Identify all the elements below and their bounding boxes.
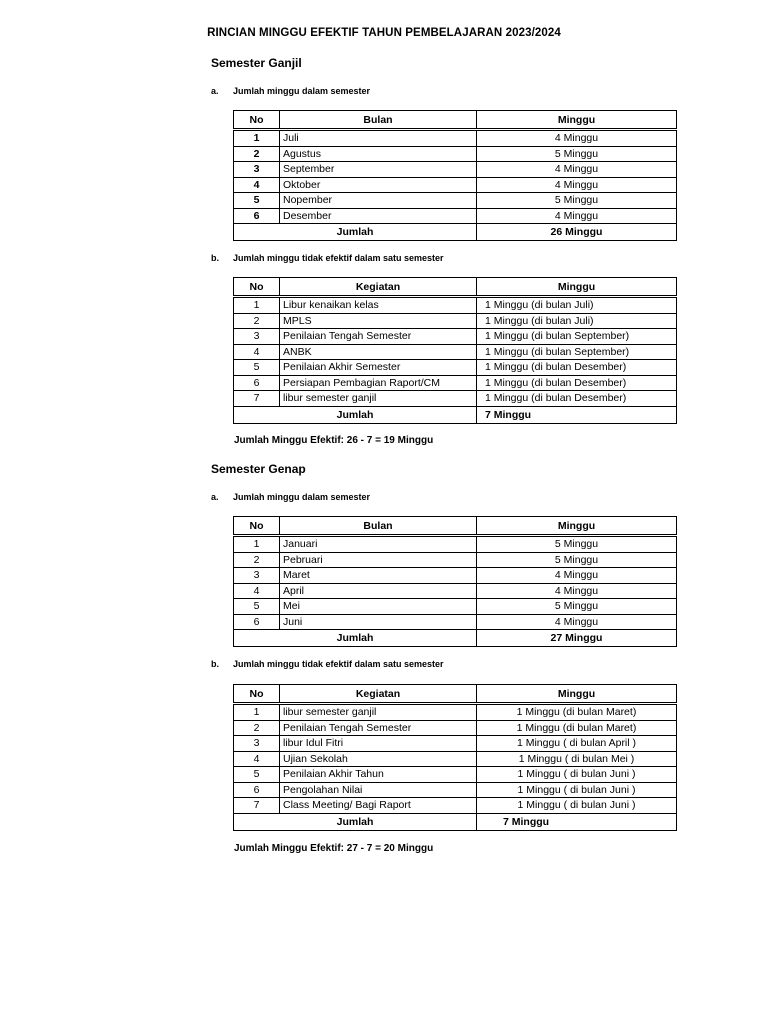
row-kegiatan: Penilaian Tengah Semester	[280, 329, 477, 345]
row-minggu: 4 Minggu	[477, 177, 677, 193]
total-value: 7 Minggu	[477, 406, 677, 423]
row-no: 1	[234, 704, 280, 721]
row-minggu: 1 Minggu (di bulan September)	[477, 329, 677, 345]
table-row	[234, 736, 677, 752]
header-bulan: Bulan	[280, 517, 477, 536]
row-minggu: 1 Minggu (di bulan Maret)	[477, 704, 677, 721]
row-kegiatan: Class Meeting/ Bagi Raport	[280, 798, 477, 814]
row-kegiatan: Penilaian Akhir Semester	[280, 360, 477, 376]
row-no: 4	[234, 583, 280, 599]
total-value: 26 Minggu	[477, 224, 677, 241]
row-no: 7	[234, 798, 280, 814]
row-no: 1	[234, 536, 280, 553]
table-row	[234, 329, 677, 345]
row-no: 6	[234, 208, 280, 224]
row-no: 2	[234, 720, 280, 736]
row-no: 5	[234, 193, 280, 209]
row-minggu: 1 Minggu (di bulan Desember)	[477, 360, 677, 376]
header-no: No	[234, 685, 280, 704]
total-row	[234, 406, 677, 423]
document-title: RINCIAN MINGGU EFEKTIF TAHUN PEMBELAJARAN 2023/2024	[207, 27, 561, 39]
table-row	[234, 798, 677, 814]
row-minggu: 5 Minggu	[477, 193, 677, 209]
row-bulan: Desember	[280, 208, 477, 224]
table-header-row	[234, 517, 677, 536]
section-a-text: Jumlah minggu dalam semester	[233, 492, 371, 502]
ganjil-weeks-table	[233, 110, 677, 241]
semester-genap-heading: Semester Genap	[211, 462, 306, 476]
row-minggu: 5 Minggu	[477, 536, 677, 553]
row-bulan: Agustus	[280, 146, 477, 162]
genap-effective-weeks: Jumlah Minggu Efektif: 27 - 7 = 20 Minggu	[234, 843, 434, 854]
table-row	[234, 313, 677, 329]
row-minggu: 1 Minggu ( di bulan Juni )	[477, 767, 677, 783]
row-no: 4	[234, 177, 280, 193]
genap-section-a	[211, 492, 370, 502]
row-kegiatan: libur semester ganjil	[280, 391, 477, 407]
row-no: 2	[234, 146, 280, 162]
table-row	[234, 552, 677, 568]
row-kegiatan: ANBK	[280, 344, 477, 360]
table-header-row	[234, 278, 677, 297]
total-row	[234, 224, 677, 241]
row-no: 3	[234, 329, 280, 345]
row-bulan: Oktober	[280, 177, 477, 193]
table-row	[234, 360, 677, 376]
row-no: 5	[234, 599, 280, 615]
row-minggu: 1 Minggu ( di bulan Juni )	[477, 798, 677, 814]
row-minggu: 4 Minggu	[477, 130, 677, 147]
row-minggu: 5 Minggu	[477, 146, 677, 162]
table-row	[234, 162, 677, 178]
row-no: 1	[234, 297, 280, 314]
section-b-label: b.	[211, 253, 219, 263]
table-row	[234, 751, 677, 767]
row-bulan: Juli	[280, 130, 477, 147]
row-minggu: 1 Minggu (di bulan Desember)	[477, 375, 677, 391]
header-minggu: Minggu	[477, 278, 677, 297]
section-b-text: Jumlah minggu tidak efektif dalam satu semester	[233, 253, 444, 263]
row-minggu: 4 Minggu	[477, 583, 677, 599]
section-b-text: Jumlah minggu tidak efektif dalam satu semester	[233, 659, 444, 669]
row-bulan: Mei	[280, 599, 477, 615]
table-row	[234, 297, 677, 314]
row-kegiatan: libur Idul Fitri	[280, 736, 477, 752]
row-kegiatan: libur semester ganjil	[280, 704, 477, 721]
genap-section-b	[211, 659, 444, 669]
table-row	[234, 146, 677, 162]
table-row	[234, 782, 677, 798]
section-a-text: Jumlah minggu dalam semester	[233, 86, 371, 96]
row-minggu: 1 Minggu ( di bulan April )	[477, 736, 677, 752]
genap-noneffective-table	[233, 684, 677, 831]
table-row	[234, 720, 677, 736]
row-no: 2	[234, 552, 280, 568]
row-bulan: Januari	[280, 536, 477, 553]
row-minggu: 4 Minggu	[477, 208, 677, 224]
ganjil-section-a	[211, 86, 370, 96]
header-no: No	[234, 278, 280, 297]
row-kegiatan: Libur kenaikan kelas	[280, 297, 477, 314]
row-kegiatan: Persiapan Pembagian Raport/CM	[280, 375, 477, 391]
header-kegiatan: Kegiatan	[280, 685, 477, 704]
row-no: 7	[234, 391, 280, 407]
row-no: 6	[234, 782, 280, 798]
section-a-label: a.	[211, 86, 219, 96]
row-minggu: 1 Minggu (di bulan Desember)	[477, 391, 677, 407]
header-no: No	[234, 517, 280, 536]
table-row	[234, 704, 677, 721]
table-row	[234, 130, 677, 147]
row-no: 5	[234, 360, 280, 376]
total-row	[234, 630, 677, 647]
table-row	[234, 193, 677, 209]
total-value: 27 Minggu	[477, 630, 677, 647]
row-minggu: 5 Minggu	[477, 552, 677, 568]
row-minggu: 1 Minggu (di bulan Juli)	[477, 297, 677, 314]
row-bulan: Nopember	[280, 193, 477, 209]
row-kegiatan: Ujian Sekolah	[280, 751, 477, 767]
header-no: No	[234, 111, 280, 130]
row-no: 6	[234, 375, 280, 391]
row-minggu: 1 Minggu ( di bulan Juni )	[477, 782, 677, 798]
row-no: 6	[234, 614, 280, 630]
total-label: Jumlah	[234, 813, 477, 830]
row-bulan: April	[280, 583, 477, 599]
ganjil-effective-weeks: Jumlah Minggu Efektif: 26 - 7 = 19 Minggu	[234, 435, 434, 446]
section-a-label: a.	[211, 492, 219, 502]
table-row	[234, 391, 677, 407]
table-header-row	[234, 685, 677, 704]
table-row	[234, 375, 677, 391]
ganjil-section-b	[211, 253, 444, 263]
row-no: 3	[234, 736, 280, 752]
table-row	[234, 568, 677, 584]
row-minggu: 4 Minggu	[477, 162, 677, 178]
row-no: 3	[234, 162, 280, 178]
header-minggu: Minggu	[477, 517, 677, 536]
row-no: 1	[234, 130, 280, 147]
row-no: 3	[234, 568, 280, 584]
row-bulan: Juni	[280, 614, 477, 630]
row-minggu: 1 Minggu (di bulan September)	[477, 344, 677, 360]
table-row	[234, 614, 677, 630]
row-kegiatan: Penilaian Akhir Tahun	[280, 767, 477, 783]
header-bulan: Bulan	[280, 111, 477, 130]
row-minggu: 1 Minggu ( di bulan Mei )	[477, 751, 677, 767]
total-value: 7 Minggu	[477, 813, 677, 830]
header-kegiatan: Kegiatan	[280, 278, 477, 297]
table-header-row	[234, 111, 677, 130]
row-no: 5	[234, 767, 280, 783]
row-kegiatan: Pengolahan Nilai	[280, 782, 477, 798]
row-minggu: 4 Minggu	[477, 614, 677, 630]
table-row	[234, 583, 677, 599]
header-minggu: Minggu	[477, 111, 677, 130]
semester-ganjil-heading: Semester Ganjil	[211, 56, 302, 70]
row-kegiatan: MPLS	[280, 313, 477, 329]
ganjil-noneffective-table	[233, 277, 677, 424]
table-row	[234, 767, 677, 783]
total-label: Jumlah	[234, 224, 477, 241]
total-label: Jumlah	[234, 630, 477, 647]
total-row	[234, 813, 677, 830]
row-no: 2	[234, 313, 280, 329]
row-kegiatan: Penilaian Tengah Semester	[280, 720, 477, 736]
row-bulan: Maret	[280, 568, 477, 584]
table-row	[234, 599, 677, 615]
row-no: 4	[234, 751, 280, 767]
table-row	[234, 344, 677, 360]
table-row	[234, 536, 677, 553]
table-row	[234, 208, 677, 224]
total-label: Jumlah	[234, 406, 477, 423]
row-bulan: September	[280, 162, 477, 178]
row-minggu: 4 Minggu	[477, 568, 677, 584]
row-bulan: Pebruari	[280, 552, 477, 568]
row-minggu: 1 Minggu (di bulan Maret)	[477, 720, 677, 736]
table-row	[234, 177, 677, 193]
header-minggu: Minggu	[477, 685, 677, 704]
genap-weeks-table	[233, 516, 677, 647]
row-minggu: 5 Minggu	[477, 599, 677, 615]
row-minggu: 1 Minggu (di bulan Juli)	[477, 313, 677, 329]
row-no: 4	[234, 344, 280, 360]
section-b-label: b.	[211, 659, 219, 669]
